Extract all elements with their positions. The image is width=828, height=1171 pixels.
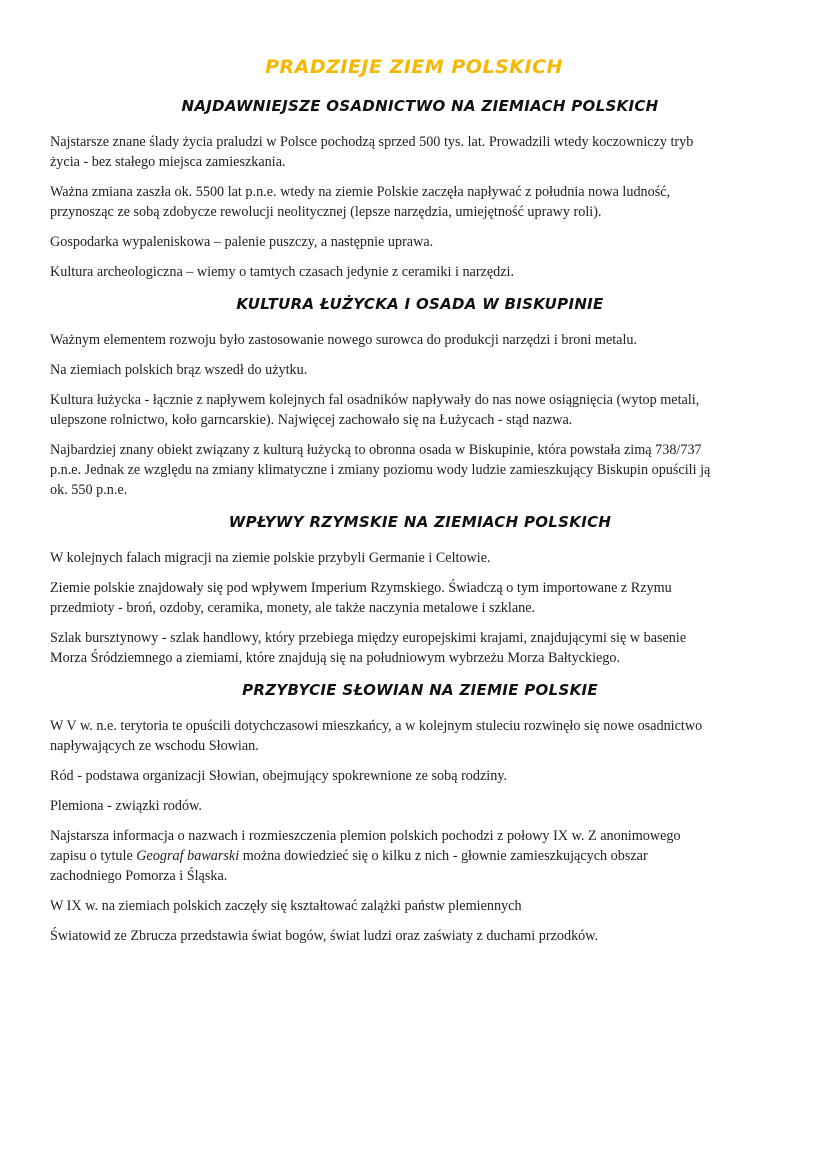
text-line [50,846,790,866]
section-heading: NAJDAWNIEJSZE OSADNICTWO NA ZIEMIACH POLSKICH [181,97,659,115]
paragraph [50,766,790,786]
text-segment: przynosząc ze sobą zdobycze rewolucji neolitycznej (lepsze narzędzia, umiejętność uprawy roli). [50,204,602,220]
paragraph [50,330,790,350]
text-line [50,330,790,350]
document-title: PRADZIEJE ZIEM POLSKICH [265,56,563,78]
text-line [50,440,790,460]
text-line [50,648,790,668]
text-line [50,826,790,846]
text-segment: przedmioty - broń, ozdoby, ceramika, monety, ale także naczynia metalowe i szklane. [50,600,536,616]
text-segment: Najstarsze znane ślady życia praludzi w Polsce pochodzą sprzed 500 tys. lat. Prowadzili wtedy koczowniczy tryb [50,134,694,150]
text-segment: życia - bez stałego miejsca zamieszkania. [50,154,286,170]
paragraph [50,926,790,946]
text-line [50,628,790,648]
text-line [50,262,790,282]
text-segment: ok. 550 p.n.e. [50,482,128,498]
section [50,510,790,668]
text-segment: Plemiona - związki rodów. [50,798,202,814]
text-segment: można dowiedzieć się o kilku z nich - głownie zamieszkujących obszar [239,848,648,864]
section [50,94,790,282]
text-segment: Ród - podstawa organizacji Słowian, obejmujący spokrewnione ze sobą rodziny. [50,768,508,784]
text-line [50,480,790,500]
paragraph [50,232,790,252]
text-line [50,578,790,598]
paragraph [50,548,790,568]
text-line [50,598,790,618]
text-segment: Ważnym elementem rozwoju było zastosowanie nowego surowca do produkcji narzędzi i broni metalu. [50,332,638,348]
paragraph [50,440,790,500]
text-line [50,460,790,480]
text-segment: W kolejnych falach migracji na ziemie polskie przybyli Germanie i Celtowie. [50,550,491,566]
text-line [50,796,790,816]
text-line [50,132,790,152]
section-heading: PRZYBYCIE SŁOWIAN NA ZIEMIE POLSKIE [242,681,598,699]
text-segment: zapisu o tytule [50,848,137,864]
text-line [50,896,790,916]
text-segment: Ważna zmiana zaszła ok. 5500 lat p.n.e. wtedy na ziemie Polskie zaczęła napływać z południa nowa ludność, [50,184,671,200]
paragraph [50,360,790,380]
text-line [50,390,790,410]
text-line [50,410,790,430]
text-segment: Gospodarka wypaleniskowa – palenie puszczy, a następnie uprawa. [50,234,434,250]
text-segment: Na ziemiach polskich brąz wszedł do użytku. [50,362,308,378]
paragraph [50,628,790,668]
text-line [50,866,790,886]
text-segment: Ziemie polskie znajdowały się pod wpływem Imperium Rzymskiego. Świadczą o tym importowane z Rzymu [50,580,672,596]
document-content [50,94,790,956]
text-line [50,182,790,202]
paragraph [50,796,790,816]
text-segment: Światowid ze Zbrucza przedstawia świat bogów, świat ludzi oraz zaświaty z duchami przodków. [50,928,599,944]
text-line [50,548,790,568]
paragraph [50,896,790,916]
text-segment: Morza Śródziemnego a ziemiami, które znajdują się na południowym wybrzeżu Morza Bałtyckiego. [50,650,621,666]
paragraph [50,578,790,618]
paragraph [50,132,790,172]
text-segment: napływających ze wschodu Słowian. [50,738,259,754]
text-line [50,232,790,252]
paragraph [50,390,790,430]
text-line [50,360,790,380]
text-line [50,202,790,222]
text-line [50,766,790,786]
paragraph [50,716,790,756]
paragraph [50,182,790,222]
text-line [50,736,790,756]
section-heading: WPŁYWY RZYMSKIE NA ZIEMIACH POLSKICH [228,513,612,531]
text-segment: ulepszone rolnictwo, koło garncarskie). Najwięcej zachowało się na Łużycach - stąd nazwa. [50,412,573,428]
paragraph [50,826,790,886]
section [50,292,790,500]
text-segment: W V w. n.e. terytoria te opuścili dotychczasowi mieszkańcy, a w kolejnym stuleciu rozwinęło się nowe osadnictwo [50,718,703,734]
italic-title-text: Geograf bawarski [136,848,240,864]
text-segment: Szlak bursztynowy - szlak handlowy, który przebiega między europejskimi krajami, znajdującymi się w basenie [50,630,687,646]
text-segment: p.n.e. Jednak ze względu na zmiany klimatyczne i zmiany poziomu wody ludzie zamieszkujący Biskupin opuścili ją [50,462,711,478]
text-line [50,716,790,736]
text-segment: Najbardziej znany obiekt związany z kulturą łużycką to obronna osada w Biskupinie, która powstała zimą 738/737 [50,442,702,458]
paragraph [50,262,790,282]
text-line [50,152,790,172]
text-segment: Kultura łużycka - łącznie z napływem kolejnych fal osadników napływały do nas nowe osiągnięcia (wytop metali, [50,392,700,408]
text-segment: zachodniego Pomorza i Śląska. [50,868,228,884]
text-line [50,926,790,946]
section-heading: KULTURA ŁUŻYCKA I OSADA W BISKUPINIE [236,295,604,313]
text-segment: W IX w. na ziemiach polskich zaczęły się kształtować zalążki państw plemiennych [50,898,522,914]
section [50,678,790,946]
text-segment: Kultura archeologiczna – wiemy o tamtych czasach jedynie z ceramiki i narzędzi. [50,264,515,280]
text-segment: Najstarsza informacja o nazwach i rozmieszczenia plemion polskich pochodzi z połowy IX w. Z anonimowego [50,828,681,844]
